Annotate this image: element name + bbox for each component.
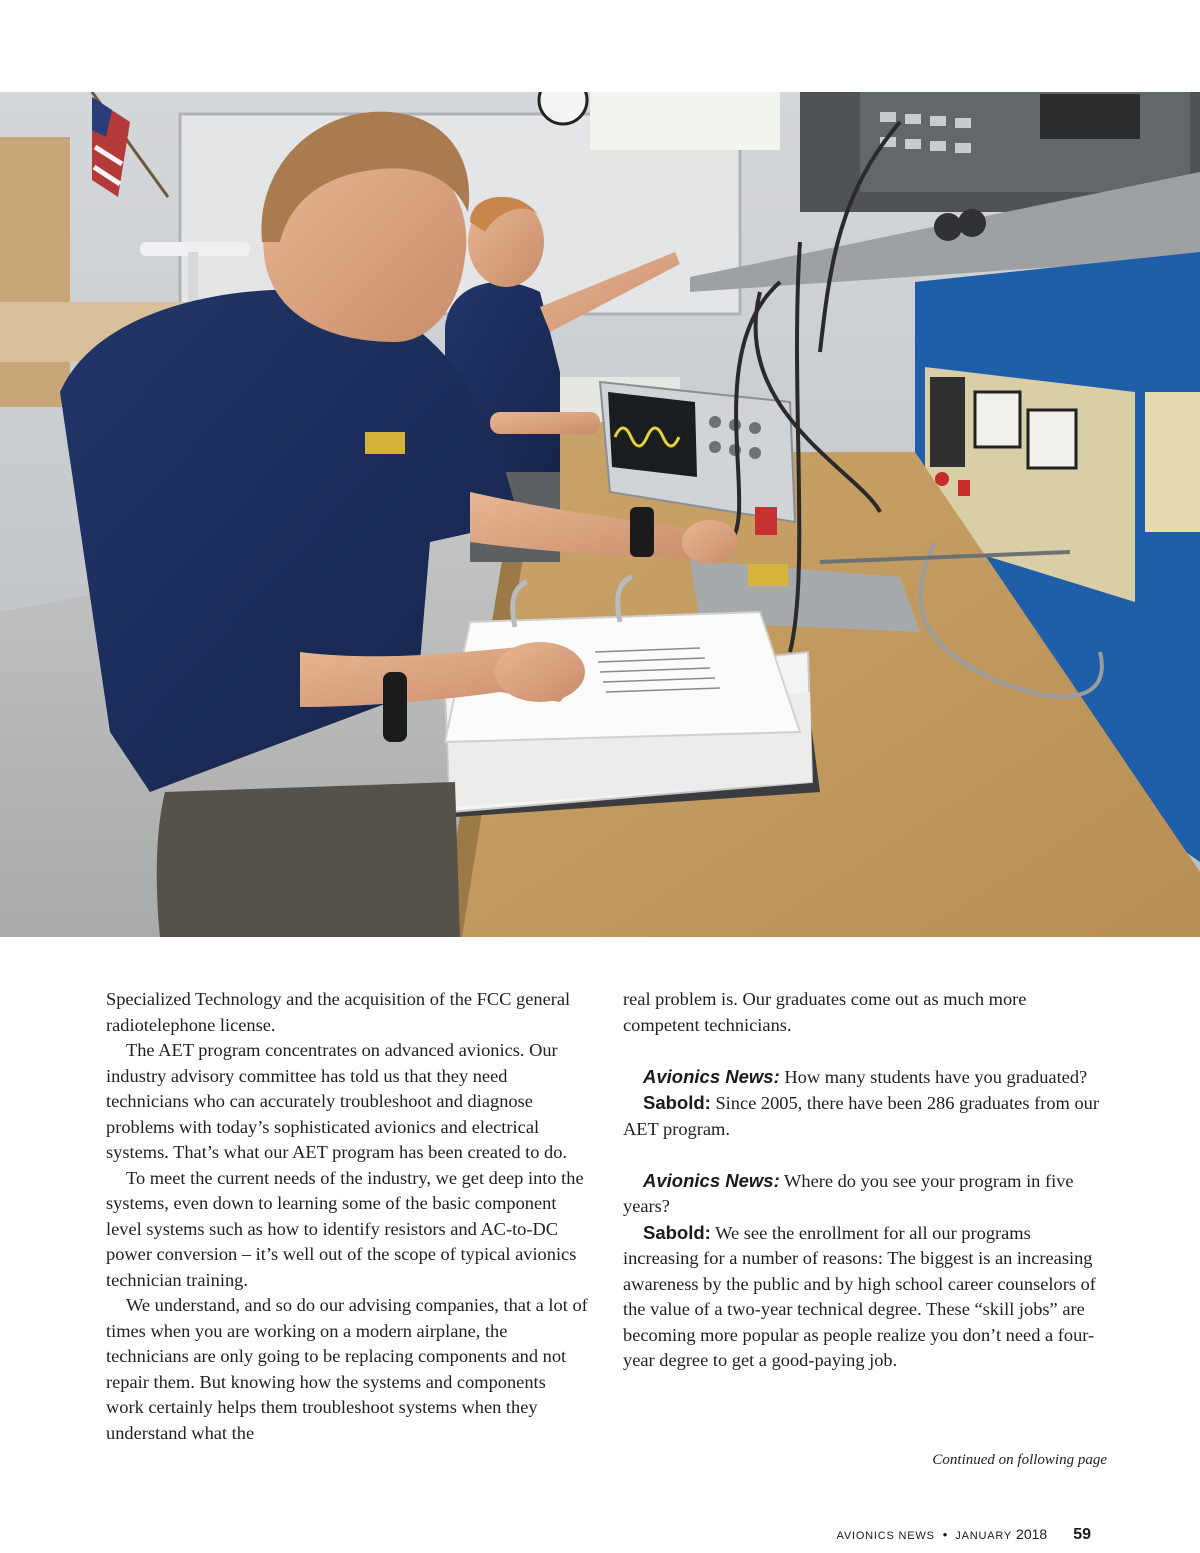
photo-technicians-avionics-lab [0,92,1200,937]
speaker-sabold: Sabold: [643,1221,711,1243]
paragraph: To meet the current needs of the industry, we get deep into the systems, even down to learning some of the basic component level systems such as how to identify resistors and AC-to-DC power conversion – it’s well out of the scope of typical avionics technician training. [106,1167,584,1290]
footer-publication: AVIONICS NEWS [836,1530,935,1542]
answer [623,1090,1103,1142]
question-text: How many students have you graduated? [779,1066,1088,1087]
question [623,1064,1103,1091]
page-number: 59 [1073,1526,1091,1543]
footer-separator: • [942,1527,948,1542]
answer-text: We see the enrollment for all our programs increasing for a number of reasons: The biggest is an increasing awareness by the public and by high school career counselors of the value of a two-year technical degree. These “skill jobs” are becoming more popular as people realize you don’t need a four-year degree to get a good-paying job. [623,1222,1096,1370]
question-text: Where do you see your program in five years? [623,1170,1074,1216]
paragraph: Specialized Technology and the acquisition of the FCC general radiotelephone license. [106,989,571,1035]
speaker-sabold: Sabold: [643,1092,711,1113]
paragraph: We understand, and so do our advising companies, that a lot of times when you are working on a modern airplane, the technicians are only going to be replacing components and not repair them. But knowing how the systems and components work certainly helps them troubleshoot systems when they understand what the [106,1295,588,1443]
continued-note: Continued on following page [932,1452,1107,1468]
article-column-left [106,987,588,1446]
page-footer [837,1526,1091,1550]
paragraph: The AET program concentrates on advanced avionics. Our industry advisory committee has told us that they need technicians who can accurately troubleshoot and diagnose problems with today’s sophisticated avionics and electrical systems. That’s what our AET program has been created to do. [106,1040,568,1162]
speaker-avionics-news: Avionics News: [643,1169,780,1191]
article-photo [0,92,1200,937]
answer [623,1220,1103,1374]
footer-year: 2018 [1016,1526,1048,1542]
speaker-avionics-news: Avionics News: [643,1065,780,1087]
paragraph: real problem is. Our graduates come out as much more competent technicians. [623,989,1027,1035]
footer-issue: JANUARY [955,1530,1013,1542]
article-column-right [623,987,1103,1374]
question [623,1168,1103,1220]
answer-text: Since 2005, there have been 286 graduates from our AET program. [623,1093,1099,1139]
